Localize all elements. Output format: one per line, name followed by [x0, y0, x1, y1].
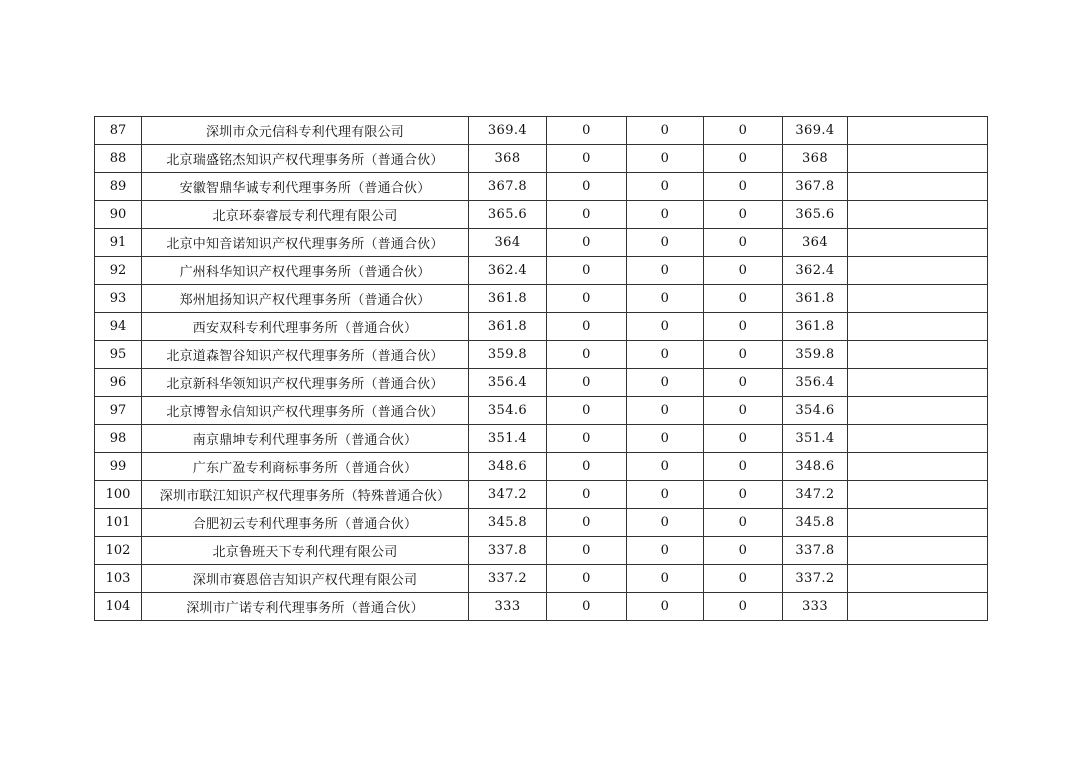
- score-column-4-cell: 0: [704, 453, 783, 481]
- score-column-4-cell: 0: [704, 593, 783, 621]
- total-score-cell: 361.8: [783, 313, 848, 341]
- table-row: [95, 509, 988, 537]
- score-column-3-cell: 0: [627, 117, 704, 145]
- rank-number-cell: 94: [95, 313, 142, 341]
- score-column-4-cell: 0: [704, 173, 783, 201]
- remarks-cell: [848, 397, 988, 425]
- total-score-cell: 337.8: [783, 537, 848, 565]
- score-column-1-cell: 337.2: [469, 565, 547, 593]
- score-column-3-cell: 0: [627, 397, 704, 425]
- score-column-2-cell: 0: [547, 425, 627, 453]
- score-column-2-cell: 0: [547, 593, 627, 621]
- agency-name-cell: 合肥初云专利代理事务所（普通合伙）: [142, 509, 469, 537]
- score-column-4-cell: 0: [704, 397, 783, 425]
- score-column-2-cell: 0: [547, 565, 627, 593]
- table-row: [95, 313, 988, 341]
- score-column-3-cell: 0: [627, 425, 704, 453]
- rank-number-cell: 103: [95, 565, 142, 593]
- score-column-2-cell: 0: [547, 257, 627, 285]
- score-column-4-cell: 0: [704, 565, 783, 593]
- agency-name-cell: 北京瑞盛铭杰知识产权代理事务所（普通合伙）: [142, 145, 469, 173]
- score-column-4-cell: 0: [704, 537, 783, 565]
- agency-name-cell: 北京博智永信知识产权代理事务所（普通合伙）: [142, 397, 469, 425]
- agency-name-cell: 深圳市众元信科专利代理有限公司: [142, 117, 469, 145]
- score-column-2-cell: 0: [547, 145, 627, 173]
- rank-number-cell: 99: [95, 453, 142, 481]
- agency-name-cell: 南京鼎坤专利代理事务所（普通合伙）: [142, 425, 469, 453]
- total-score-cell: 351.4: [783, 425, 848, 453]
- rank-number-cell: 102: [95, 537, 142, 565]
- remarks-cell: [848, 145, 988, 173]
- agency-name-cell: 深圳市赛恩倍吉知识产权代理有限公司: [142, 565, 469, 593]
- score-column-3-cell: 0: [627, 257, 704, 285]
- score-column-3-cell: 0: [627, 369, 704, 397]
- total-score-cell: 365.6: [783, 201, 848, 229]
- score-column-2-cell: 0: [547, 173, 627, 201]
- score-column-1-cell: 356.4: [469, 369, 547, 397]
- score-column-4-cell: 0: [704, 257, 783, 285]
- score-column-1-cell: 367.8: [469, 173, 547, 201]
- rank-number-cell: 104: [95, 593, 142, 621]
- agency-name-cell: 安徽智鼎华诚专利代理事务所（普通合伙）: [142, 173, 469, 201]
- score-column-3-cell: 0: [627, 201, 704, 229]
- rank-number-cell: 91: [95, 229, 142, 257]
- agency-name-cell: 广东广盈专利商标事务所（普通合伙）: [142, 453, 469, 481]
- remarks-cell: [848, 173, 988, 201]
- score-column-1-cell: 345.8: [469, 509, 547, 537]
- table-row: [95, 593, 988, 621]
- score-column-4-cell: 0: [704, 229, 783, 257]
- score-column-1-cell: 347.2: [469, 481, 547, 509]
- remarks-cell: [848, 453, 988, 481]
- score-column-3-cell: 0: [627, 593, 704, 621]
- score-column-2-cell: 0: [547, 341, 627, 369]
- total-score-cell: 368: [783, 145, 848, 173]
- rank-number-cell: 96: [95, 369, 142, 397]
- score-column-1-cell: 348.6: [469, 453, 547, 481]
- table-row: [95, 537, 988, 565]
- agency-name-cell: 北京鲁班天下专利代理有限公司: [142, 537, 469, 565]
- score-column-2-cell: 0: [547, 397, 627, 425]
- rank-number-cell: 93: [95, 285, 142, 313]
- table-row: [95, 117, 988, 145]
- rank-number-cell: 97: [95, 397, 142, 425]
- table-row: [95, 201, 988, 229]
- remarks-cell: [848, 229, 988, 257]
- table-row: [95, 481, 988, 509]
- rank-number-cell: 95: [95, 341, 142, 369]
- total-score-cell: 348.6: [783, 453, 848, 481]
- score-column-4-cell: 0: [704, 313, 783, 341]
- score-column-1-cell: 368: [469, 145, 547, 173]
- remarks-cell: [848, 257, 988, 285]
- agency-score-table: [94, 116, 988, 621]
- score-column-1-cell: 354.6: [469, 397, 547, 425]
- total-score-cell: 345.8: [783, 509, 848, 537]
- table-row: [95, 257, 988, 285]
- score-column-2-cell: 0: [547, 285, 627, 313]
- remarks-cell: [848, 593, 988, 621]
- score-column-1-cell: 364: [469, 229, 547, 257]
- table-body: [95, 117, 988, 621]
- score-column-3-cell: 0: [627, 341, 704, 369]
- table-row: [95, 425, 988, 453]
- score-column-2-cell: 0: [547, 313, 627, 341]
- score-column-2-cell: 0: [547, 229, 627, 257]
- rank-number-cell: 88: [95, 145, 142, 173]
- total-score-cell: 369.4: [783, 117, 848, 145]
- score-column-3-cell: 0: [627, 229, 704, 257]
- score-column-4-cell: 0: [704, 201, 783, 229]
- table-row: [95, 397, 988, 425]
- rank-number-cell: 100: [95, 481, 142, 509]
- total-score-cell: 333: [783, 593, 848, 621]
- total-score-cell: 367.8: [783, 173, 848, 201]
- score-column-1-cell: 351.4: [469, 425, 547, 453]
- total-score-cell: 359.8: [783, 341, 848, 369]
- agency-name-cell: 北京道森智谷知识产权代理事务所（普通合伙）: [142, 341, 469, 369]
- score-column-1-cell: 365.6: [469, 201, 547, 229]
- score-column-2-cell: 0: [547, 117, 627, 145]
- score-column-1-cell: 361.8: [469, 313, 547, 341]
- score-column-4-cell: 0: [704, 509, 783, 537]
- score-column-4-cell: 0: [704, 425, 783, 453]
- rank-number-cell: 92: [95, 257, 142, 285]
- remarks-cell: [848, 201, 988, 229]
- score-column-3-cell: 0: [627, 565, 704, 593]
- table-row: [95, 341, 988, 369]
- table-row: [95, 453, 988, 481]
- score-column-2-cell: 0: [547, 453, 627, 481]
- score-column-1-cell: 337.8: [469, 537, 547, 565]
- agency-name-cell: 广州科华知识产权代理事务所（普通合伙）: [142, 257, 469, 285]
- remarks-cell: [848, 285, 988, 313]
- score-column-4-cell: 0: [704, 145, 783, 173]
- agency-name-cell: 郑州旭扬知识产权代理事务所（普通合伙）: [142, 285, 469, 313]
- remarks-cell: [848, 369, 988, 397]
- score-column-4-cell: 0: [704, 341, 783, 369]
- agency-name-cell: 深圳市联江知识产权代理事务所（特殊普通合伙）: [142, 481, 469, 509]
- total-score-cell: 354.6: [783, 397, 848, 425]
- remarks-cell: [848, 341, 988, 369]
- score-column-1-cell: 369.4: [469, 117, 547, 145]
- score-column-3-cell: 0: [627, 145, 704, 173]
- score-column-4-cell: 0: [704, 369, 783, 397]
- total-score-cell: 362.4: [783, 257, 848, 285]
- score-column-4-cell: 0: [704, 481, 783, 509]
- score-column-1-cell: 333: [469, 593, 547, 621]
- table-row: [95, 565, 988, 593]
- remarks-cell: [848, 117, 988, 145]
- remarks-cell: [848, 509, 988, 537]
- agency-name-cell: 北京环泰睿辰专利代理有限公司: [142, 201, 469, 229]
- total-score-cell: 356.4: [783, 369, 848, 397]
- rank-number-cell: 89: [95, 173, 142, 201]
- score-column-2-cell: 0: [547, 201, 627, 229]
- score-column-2-cell: 0: [547, 481, 627, 509]
- score-column-2-cell: 0: [547, 537, 627, 565]
- remarks-cell: [848, 481, 988, 509]
- score-column-3-cell: 0: [627, 285, 704, 313]
- score-column-2-cell: 0: [547, 509, 627, 537]
- score-column-3-cell: 0: [627, 453, 704, 481]
- remarks-cell: [848, 537, 988, 565]
- score-column-1-cell: 359.8: [469, 341, 547, 369]
- score-column-1-cell: 361.8: [469, 285, 547, 313]
- table-row: [95, 369, 988, 397]
- score-column-4-cell: 0: [704, 285, 783, 313]
- total-score-cell: 364: [783, 229, 848, 257]
- total-score-cell: 347.2: [783, 481, 848, 509]
- agency-name-cell: 北京新科华领知识产权代理事务所（普通合伙）: [142, 369, 469, 397]
- table-row: [95, 145, 988, 173]
- remarks-cell: [848, 425, 988, 453]
- score-column-3-cell: 0: [627, 509, 704, 537]
- remarks-cell: [848, 565, 988, 593]
- table-row: [95, 285, 988, 313]
- rank-number-cell: 87: [95, 117, 142, 145]
- score-column-3-cell: 0: [627, 537, 704, 565]
- total-score-cell: 337.2: [783, 565, 848, 593]
- score-column-4-cell: 0: [704, 117, 783, 145]
- agency-name-cell: 西安双科专利代理事务所（普通合伙）: [142, 313, 469, 341]
- remarks-cell: [848, 313, 988, 341]
- score-column-3-cell: 0: [627, 313, 704, 341]
- rank-number-cell: 90: [95, 201, 142, 229]
- score-column-3-cell: 0: [627, 173, 704, 201]
- score-column-1-cell: 362.4: [469, 257, 547, 285]
- table-row: [95, 229, 988, 257]
- rank-number-cell: 101: [95, 509, 142, 537]
- score-column-3-cell: 0: [627, 481, 704, 509]
- score-column-2-cell: 0: [547, 369, 627, 397]
- total-score-cell: 361.8: [783, 285, 848, 313]
- rank-number-cell: 98: [95, 425, 142, 453]
- agency-name-cell: 北京中知音诺知识产权代理事务所（普通合伙）: [142, 229, 469, 257]
- table-row: [95, 173, 988, 201]
- agency-name-cell: 深圳市广诺专利代理事务所（普通合伙）: [142, 593, 469, 621]
